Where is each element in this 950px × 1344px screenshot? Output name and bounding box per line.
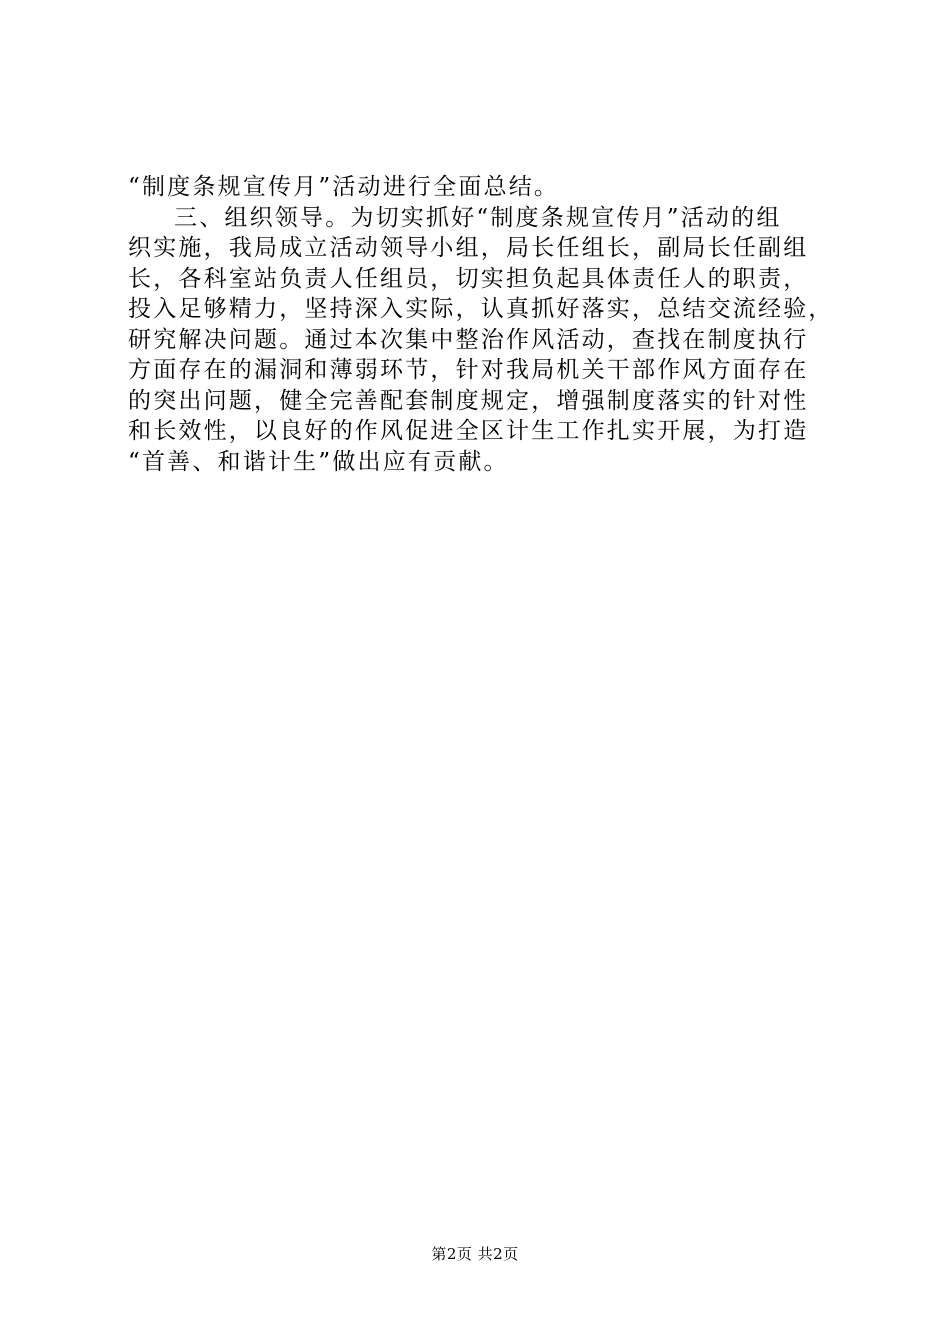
page-number-footer: 第2页 共2页 [431, 1245, 519, 1263]
text-line: 方面存在的漏洞和薄弱环节，针对我局机关干部作风方面存在 [128, 357, 809, 383]
text-line: 投入足够精力，坚持深入实际，认真抓好落实，总结交流经验， [128, 296, 834, 322]
text-line: 长，各科室站负责人任组员，切实担负起具体责任人的职责， [128, 265, 809, 292]
text-line: 研究解决问题。通过本次集中整治作风活动，查找在制度执行 [128, 326, 809, 353]
paragraph-start-line: 三、组织领导。为切实抓好“制度条规宣传月”活动的组 [174, 204, 782, 231]
body-text [128, 172, 840, 477]
text-line: 的突出问题，健全完善配套制度规定，增强制度落实的针对性 [128, 387, 809, 414]
text-line: 织实施，我局成立活动领导小组，局长任组长，副局长任副组 [128, 235, 809, 261]
text-line: 和长效性，以良好的作风促进全区计生工作扎实开展，为打造 [128, 418, 809, 444]
text-line: “制度条规宣传月”活动进行全面总结。 [128, 174, 560, 200]
text-line: “首善、和谐计生”做出应有贡献。 [128, 448, 509, 475]
